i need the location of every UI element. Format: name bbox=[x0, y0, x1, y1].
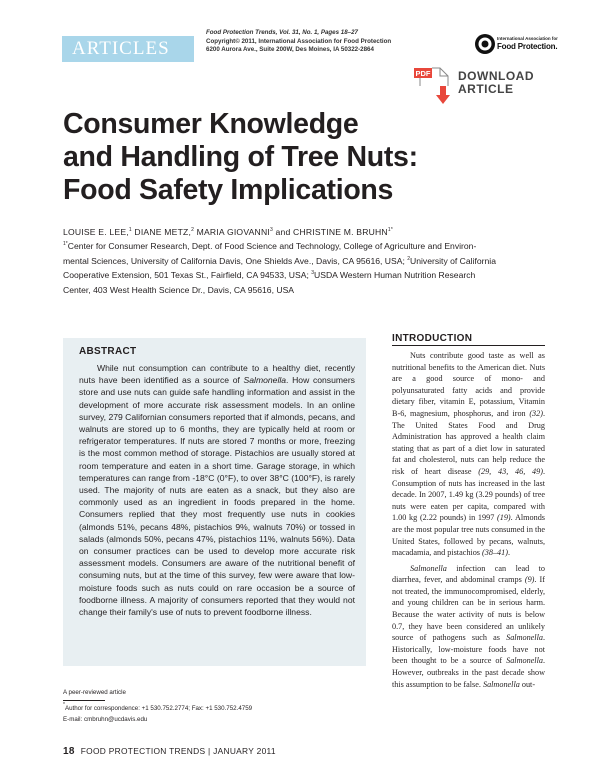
page-number: 18 bbox=[63, 746, 75, 757]
journal-address: 6200 Aurora Ave., Suite 200W, Des Moines, IA 50322-2864 bbox=[206, 46, 374, 54]
download-article-button[interactable] bbox=[412, 66, 562, 108]
footnote-text: Author for correspondence: +1 530.752.2774; Fax: +1 530.752.4759 bbox=[64, 705, 253, 712]
download-label[interactable] bbox=[458, 70, 534, 96]
affiliation-text: University of California bbox=[410, 255, 496, 266]
affiliation-line bbox=[63, 254, 541, 269]
abstract-text-part: While nut consumption can contribute to a healthy diet, recently nuts have been identified as a source of bbox=[79, 363, 355, 386]
citation: (32) bbox=[529, 408, 543, 418]
intro-text: . However, outbreaks in the past decade show this assumption to be false. bbox=[392, 656, 545, 689]
iafp-logo-small-text: International Association for bbox=[497, 36, 558, 41]
author-name: and CHRISTINE M. BRUHN bbox=[272, 227, 388, 237]
affiliation-text: Center for Consumer Research, Dept. of Food Science and Technology, College of Agriculture and Environ- bbox=[67, 241, 477, 251]
footnote-divider bbox=[63, 700, 105, 701]
introduction-paragraph bbox=[392, 350, 545, 559]
affiliation-text: Cooperative Extension, 501 Texas St., Fairfield, CA 94533, USA; bbox=[63, 270, 312, 281]
intro-text: . If not treated, the immunocompromised, elderly, and young children can be in serious harm. Because the water activity of nuts is below 0.7, they have been considered an unlikely source of pathogens such as bbox=[392, 575, 545, 643]
title-line: Consumer Knowledge bbox=[63, 108, 359, 140]
email-footnote: E-mail: cmbruhn@ucdavis.edu bbox=[63, 716, 148, 723]
affiliation-sup: 1* bbox=[63, 241, 68, 247]
pdf-download-icon[interactable] bbox=[412, 66, 456, 108]
abstract-box bbox=[63, 338, 366, 666]
citation: (9) bbox=[524, 575, 535, 585]
intro-italic: Salmonella bbox=[482, 679, 520, 689]
affiliation-text: mental Sciences, University of California Davis, One Shields Ave., Davis, CA 95616, USA; bbox=[63, 255, 408, 266]
affiliation-line: Center, 403 West Health Science Dr., Davis, CA 95616, USA bbox=[63, 284, 295, 295]
title-line: Food Safety Implications bbox=[63, 174, 394, 206]
download-label-line2: ARTICLE bbox=[458, 82, 514, 96]
abstract-italic: Salmonella bbox=[243, 375, 287, 386]
author-list bbox=[63, 227, 563, 238]
intro-text: out- bbox=[519, 679, 536, 689]
article-title bbox=[63, 108, 533, 207]
author-name: DIANE METZ, bbox=[131, 227, 192, 237]
page-footer bbox=[63, 746, 276, 757]
author-name: MARIA GIOVANNI bbox=[194, 227, 270, 237]
journal-copyright: Copyright© 2011, International Association for Food Protection bbox=[206, 37, 392, 45]
iafp-logo-big-text: Food Protection. bbox=[497, 42, 558, 51]
journal-info bbox=[206, 29, 456, 55]
author-sup: 3 bbox=[269, 227, 273, 233]
affiliations bbox=[63, 239, 541, 297]
title-line: and Handling of Tree Nuts: bbox=[63, 141, 418, 173]
citation: (29, 43, 46, 49) bbox=[478, 466, 543, 476]
author-sup: 2 bbox=[191, 227, 195, 233]
footnote-mark: * bbox=[63, 702, 65, 708]
intro-text: infection can lead to diarrhea, fever, and abdominal cramps bbox=[392, 563, 545, 585]
journal-citation: Food Protection Trends, Vol. 31, No. 1, Pages 18–27 bbox=[206, 29, 358, 36]
introduction-divider bbox=[392, 345, 545, 346]
iafp-logo bbox=[474, 33, 558, 63]
intro-italic: Salmonella bbox=[506, 633, 543, 643]
intro-italic: Salmonella bbox=[506, 656, 543, 666]
introduction-body bbox=[392, 350, 545, 694]
introduction-paragraph bbox=[392, 563, 545, 691]
author-sup: 1 bbox=[128, 227, 132, 233]
affiliation-line bbox=[63, 268, 541, 283]
peer-review-note: A peer-reviewed article bbox=[63, 689, 126, 696]
abstract-heading: ABSTRACT bbox=[79, 346, 137, 357]
abstract-text-part: . How consumers store and use nuts can guide safe handling information and assist in the development of more accurate risk assessment models. In an online survey, 279 Californian consumers reported that if almonds, pecans, and walnuts are stored up to 6 months, they are typically held at room or refrigerator temperatures. If nuts are stored 7 months or more, freezing is the most common method of storage. Pistachios are usually stored at room temperature and eaten in a short time. Garage storage, in which temperatures can range from -18°C (0°F), to over 38°C (100°F), is rarely used. The majority of nuts are eaten as a snack, but they also are commonly used as an ingredient in foods prepared in the home. Consumers replied that they most frequently use nuts in cookies (almonds 51%, pecans 48%, pistachios 9%, walnuts 70%) or tossed in salads (almonds 50%, pecans 47%, pistachios 11%, walnuts 56%). Data on consumer practices can be used to develop more accurate risk assessment models. Consumers are aware of the nutritional benefit of consuming nuts, but at the time of this survey, few were aware that low-moisture foods such as nuts could on rare occasion be a source of foodborne illness. A majority of consumers reported that they would not change their family's use of nuts to prevent foodborne illness. bbox=[79, 375, 355, 618]
affiliation-text: USDA Western Human Nutrition Research bbox=[314, 270, 476, 281]
section-banner: ARTICLES bbox=[62, 36, 194, 62]
download-label-line1: DOWNLOAD bbox=[458, 69, 534, 83]
intro-text: . Consumption of nuts has increased in the last decade. In 2007, 1.49 kg (3.29 pounds) of tree nuts were eaten per capita, compared with 1.00 kg (2.22 pounds) in 1997 bbox=[392, 466, 546, 523]
intro-text: . The United States Food and Drug Administration has approved a health claim stating that as part of a diet low in saturated fat and cholesterol, nuts can help reduce the risk of heart disease bbox=[392, 408, 545, 476]
intro-italic: Salmonella bbox=[410, 563, 447, 573]
citation: (38–41) bbox=[482, 548, 508, 558]
footer-text: FOOD PROTECTION TRENDS | JANUARY 2011 bbox=[80, 746, 276, 756]
abstract-text bbox=[79, 362, 355, 618]
intro-text: Nuts contribute good taste as well as nutritional benefits to the American diet. Nuts are a good source of mono- and polyunsaturated fatty acids and provide dietary fiber, vitamin E, potassium, Vitamin B-6, magnesium, phosphorus, and iron bbox=[392, 351, 545, 418]
intro-text: . bbox=[507, 548, 510, 558]
introduction-heading: INTRODUCTION bbox=[392, 333, 473, 344]
affiliation-sup: 3 bbox=[311, 270, 315, 277]
author-sup: 1* bbox=[387, 227, 393, 233]
intro-text: . Almonds are the most popular tree nuts consumed in the United States, followed by pecans, walnuts, macadamia, and pistachios bbox=[392, 513, 545, 558]
author-name: LOUISE E. LEE, bbox=[63, 227, 129, 237]
affiliation-line bbox=[63, 239, 541, 254]
iafp-emblem-icon bbox=[474, 33, 496, 55]
citation: (19) bbox=[497, 513, 511, 523]
pdf-label: PDF bbox=[415, 69, 431, 78]
intro-text: . Historically, low-moisture foods have not been thought to be a source of bbox=[392, 633, 545, 666]
correspondence-footnote bbox=[63, 704, 252, 713]
affiliation-sup: 2 bbox=[407, 255, 411, 262]
